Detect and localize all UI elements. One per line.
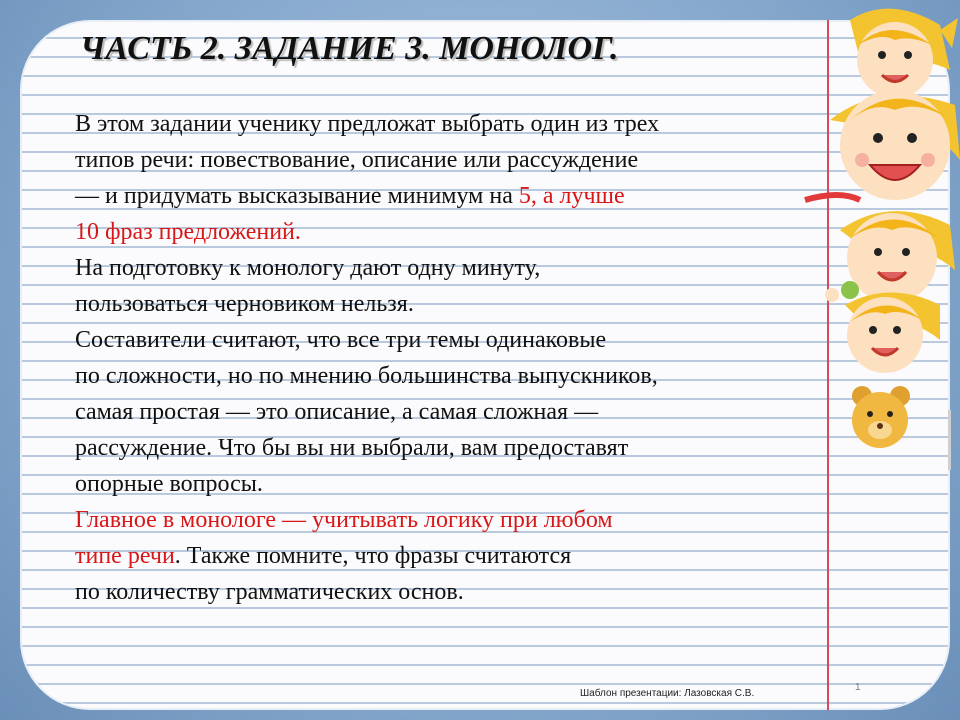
kid-face-icon [825,211,955,303]
slide-title: ЧАСТЬ 2. ЗАДАНИЕ 3. МОНОЛОГ. [80,30,619,67]
text-line: самая простая — это описание, а самая сложная — [75,399,599,425]
text-line: опорные вопросы. [75,471,263,497]
text-line [75,538,855,574]
text-line: по сложности, но по мнению большинства выпускников, [75,363,658,389]
body-text [75,106,855,610]
text-line: по количеству грамматических основ. [75,579,464,605]
kid-face-icon [845,293,940,374]
text-line: На подготовку к монологу дают одну минуту, [75,255,541,281]
text-line [75,178,855,214]
page-number: 1 [855,682,861,693]
footer-credit: Шаблон презентации: Лазовская С.В. [580,688,755,699]
highlight-text: типе речи [75,543,175,569]
highlight-line: 10 фраз предложений. [75,219,301,245]
text-segment: . Также помните, что фразы считаются [174,543,572,569]
text-line: рассуждение. Что бы вы ни выбрали, вам предоставят [75,435,629,461]
highlight-line: Главное в монологе — учитывать логику при любом [75,507,613,533]
text-segment: — и придумать высказывание минимум на [75,183,519,209]
text-line: Составители считают, что все три темы одинаковые [75,327,607,353]
kid-face-icon [850,9,958,98]
text-line: В этом задании ученику предложат выбрать один из трех [75,111,660,137]
kid-face-icon [805,90,960,200]
text-line: пользоваться черновиком нельзя. [75,291,414,317]
highlight-text: 5, а лучше [518,183,625,209]
text-line: типов речи: повествование, описание или рассуждение [75,147,639,173]
teddy-bear-icon [852,386,951,470]
cartoon-kids-illustration [800,0,960,470]
